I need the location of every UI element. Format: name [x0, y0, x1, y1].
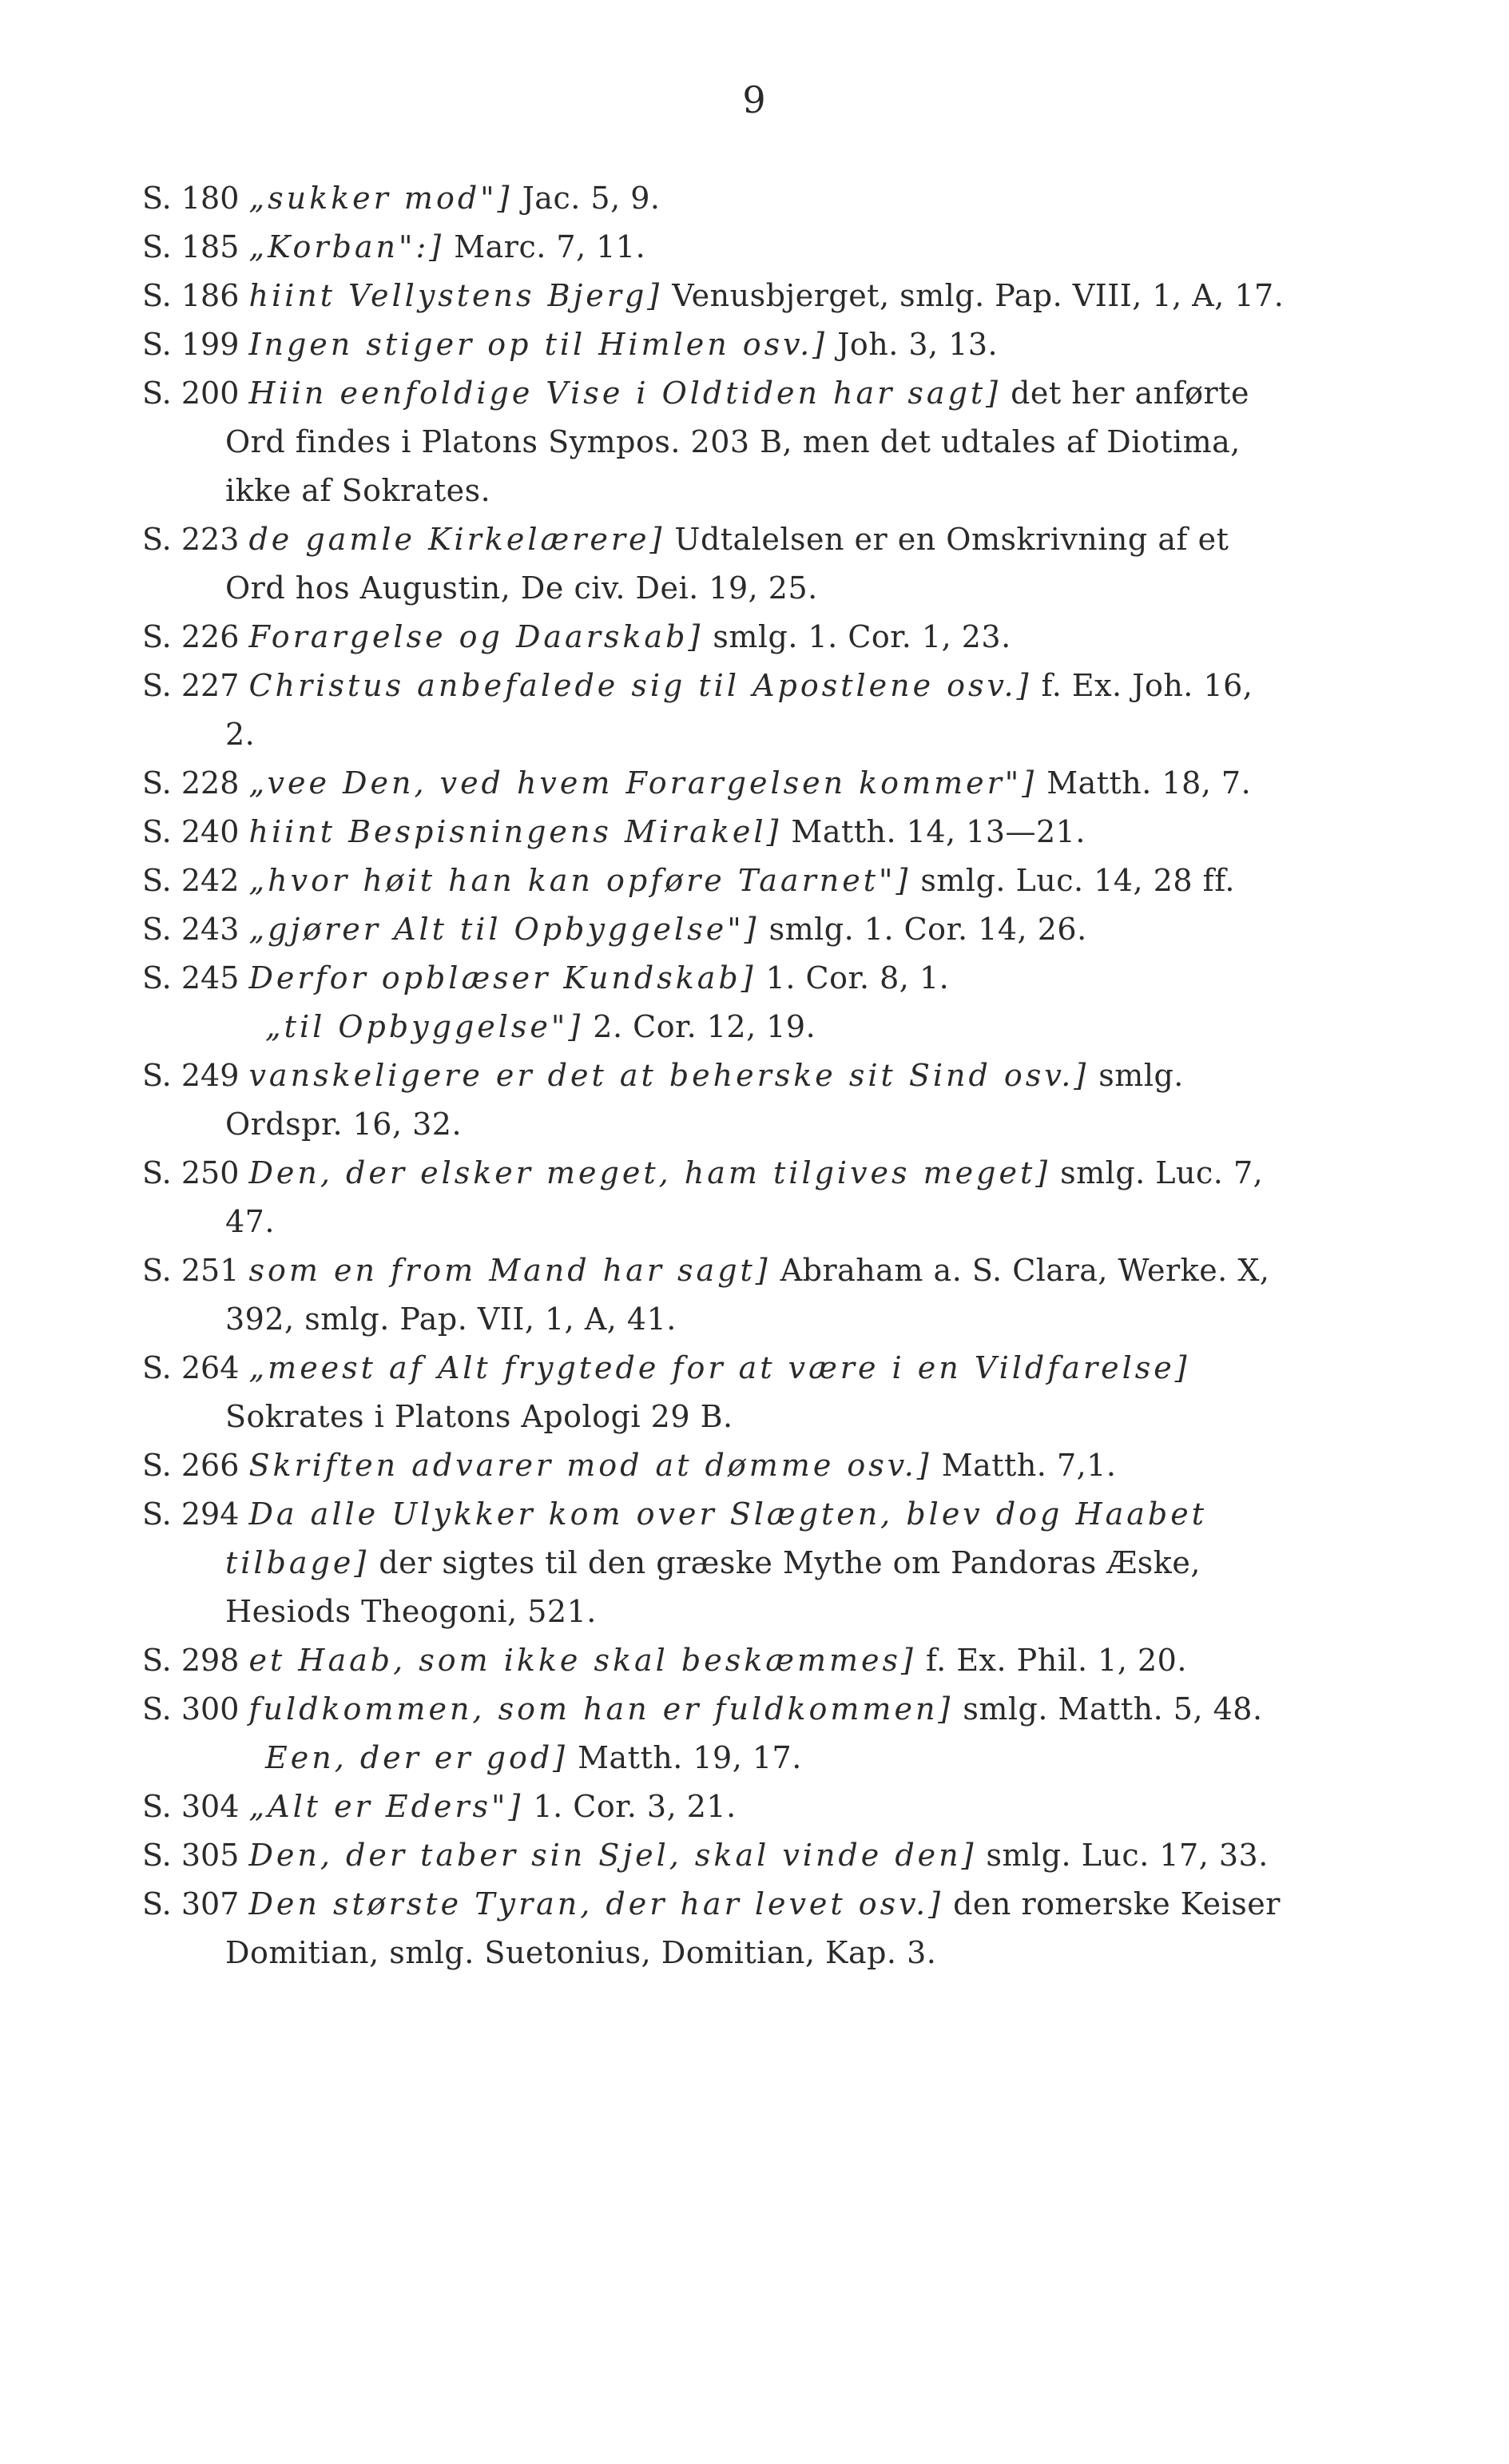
page-reference: S. 300 [142, 1691, 240, 1727]
page-reference: S. 304 [142, 1789, 240, 1824]
lemma-text: de gamle Kirkelærere] [248, 522, 665, 557]
lemma-text: „Korban":] [248, 229, 445, 264]
lemma-text: Forargelse og Daarskab] [248, 619, 704, 654]
commentary-text: smlg. Matth. 5, 48. [963, 1691, 1263, 1727]
note-entry [142, 1685, 1285, 1734]
page-reference: S. 251 [142, 1253, 240, 1288]
note-entry [142, 1880, 1285, 1977]
lemma-text: Den største Tyran, der har levet osv.] [248, 1886, 944, 1922]
lemma-text: Christus anbefalede sig til Apostlene osv.] [248, 668, 1032, 703]
note-entry [142, 174, 1285, 223]
page-reference: S. 266 [142, 1448, 240, 1483]
commentary-text: smlg. Luc. 17, 33. [986, 1838, 1269, 1873]
note-entry [142, 369, 1285, 515]
note-entry [142, 1636, 1285, 1685]
commentary-text: Joh. 3, 13. [837, 327, 999, 362]
lemma-text: fuldkommen, som han er fuldkommen] [248, 1691, 954, 1727]
note-entry [142, 1003, 1285, 1051]
note-entry [142, 223, 1285, 272]
commentary-text: Venusbjerget, smlg. Pap. VIII, 1, A, 17. [672, 278, 1285, 313]
note-entry [142, 613, 1285, 662]
lemma-text: vanskeligere er det at beherske sit Sind osv.] [248, 1058, 1090, 1093]
page-reference: S. 242 [142, 863, 240, 898]
page-reference: S. 307 [142, 1886, 240, 1922]
lemma-text: Ingen stiger op til Himlen osv.] [248, 327, 828, 362]
lemma-text: „hvor høit han kan opføre Taarnet"] [248, 863, 911, 898]
commentary-text: Marc. 7, 11. [454, 229, 646, 264]
page-reference: S. 186 [142, 278, 240, 313]
note-entry [142, 905, 1285, 954]
lemma-text: Derfor opblæser Kundskab] [248, 960, 756, 996]
commentary-text: der sigtes til den græske Mythe om Pandoras Æske, Hesiods Theogoni, 521. [225, 1545, 1201, 1629]
page-reference: S. 240 [142, 814, 240, 849]
lemma-text: hiint Bespisningens Mirakel] [248, 814, 782, 849]
page-number: 9 [742, 78, 767, 121]
lemma-text: „meest af Alt frygtede for at være i en Vildfarelse] [248, 1350, 1190, 1385]
lemma-text: Skriften advarer mod at dømme osv.] [248, 1448, 932, 1483]
lemma-text: Den, der elsker meget, ham tilgives meget] [248, 1155, 1051, 1190]
note-entry [142, 1344, 1285, 1441]
note-entry [142, 1490, 1285, 1636]
page-reference: S. 223 [142, 522, 240, 557]
note-entry [142, 1782, 1285, 1831]
page-reference: S. 199 [142, 327, 240, 362]
note-entry [142, 662, 1285, 759]
note-entry [142, 856, 1285, 905]
note-entry [142, 1149, 1285, 1246]
lemma-text: et Haab, som ikke skal beskæmmes] [248, 1643, 916, 1678]
page-reference: S. 180 [142, 181, 240, 216]
lemma-text: Een, der er god] [265, 1740, 569, 1775]
commentary-text: smlg. 1. Cor. 14, 26. [768, 912, 1087, 947]
lemma-text: „vee Den, ved hvem Forargelsen kommer"] [248, 765, 1038, 801]
note-entry [142, 808, 1285, 856]
page-reference: S. 249 [142, 1058, 240, 1093]
commentary-text: det her anførte Ord findes i Platons Sympos. 203 B, men det udtales af Diotima, ikke af Sokrates. [225, 376, 1249, 508]
commentary-text: Matth. 18, 7. [1046, 765, 1252, 801]
page-reference: S. 200 [142, 376, 240, 411]
commentary-text: f. Ex. Phil. 1, 20. [925, 1643, 1187, 1678]
commentary-text: Matth. 14, 13—21. [791, 814, 1086, 849]
commentary-text: Sokrates i Platons Apologi 29 B. [225, 1399, 733, 1434]
lemma-text: hiint Vellystens Bjerg] [248, 278, 663, 313]
page-reference: S. 298 [142, 1643, 240, 1678]
commentary-text: Matth. 7,1. [941, 1448, 1117, 1483]
note-entry [142, 320, 1285, 369]
note-entry [142, 759, 1285, 808]
commentary-text: den romerske Keiser Domitian, smlg. Suetonius, Domitian, Kap. 3. [225, 1886, 1281, 1970]
commentary-text: Udtalelsen er en Omskrivning af et Ord hos Augustin, De civ. Dei. 19, 25. [225, 522, 1229, 606]
note-entry [142, 272, 1285, 320]
page-reference: S. 243 [142, 912, 240, 947]
commentary-text: smlg. Luc. 7, 47. [225, 1155, 1264, 1239]
lemma-text: „sukker mod"] [248, 181, 513, 216]
commentary-text: 2. Cor. 12, 19. [593, 1009, 816, 1044]
commentary-text: smlg. 1. Cor. 1, 23. [713, 619, 1011, 654]
note-entry [142, 1246, 1285, 1344]
page-reference: S. 228 [142, 765, 240, 801]
commentary-text: smlg. Ordspr. 16, 32. [225, 1058, 1184, 1142]
commentary-text: Abraham a. S. Clara, Werke. X, 392, smlg. Pap. VII, 1, A, 41. [225, 1253, 1270, 1337]
commentary-text: 1. Cor. 8, 1. [765, 960, 950, 996]
page-reference: S. 185 [142, 229, 240, 264]
lemma-text: Da alle Ulykker kom over Slægten, blev dog Haabet tilbage] [225, 1496, 1207, 1580]
lemma-text: Den, der taber sin Sjel, skal vinde den] [248, 1838, 977, 1873]
lemma-text: som en from Mand har sagt] [248, 1253, 771, 1288]
lemma-text: „gjører Alt til Opbyggelse"] [248, 912, 760, 947]
commentary-text: 1. Cor. 3, 21. [533, 1789, 737, 1824]
page-reference: S. 227 [142, 668, 240, 703]
lemma-text: Hiin eenfoldige Vise i Oldtiden har sagt] [248, 376, 1001, 411]
note-entry [142, 954, 1285, 1003]
commentary-text: Matth. 19, 17. [578, 1740, 802, 1775]
page-reference: S. 305 [142, 1838, 240, 1873]
commentary-text: f. Ex. Joh. 16, 2. [225, 668, 1253, 752]
page-reference: S. 250 [142, 1155, 240, 1190]
page-reference: S. 294 [142, 1496, 240, 1532]
note-entry [142, 1441, 1285, 1490]
commentary-text: Jac. 5, 9. [522, 181, 661, 216]
note-entry [142, 515, 1285, 613]
commentary-text: smlg. Luc. 14, 28 ff. [920, 863, 1235, 898]
lemma-text: „til Opbyggelse"] [265, 1009, 584, 1044]
page-reference: S. 226 [142, 619, 240, 654]
page-reference: S. 264 [142, 1350, 240, 1385]
note-entry [142, 1734, 1285, 1782]
note-entry [142, 1831, 1285, 1880]
page-reference: S. 245 [142, 960, 240, 996]
note-entry [142, 1051, 1285, 1149]
notes-list [142, 174, 1285, 1977]
lemma-text: „Alt er Eders"] [248, 1789, 524, 1824]
